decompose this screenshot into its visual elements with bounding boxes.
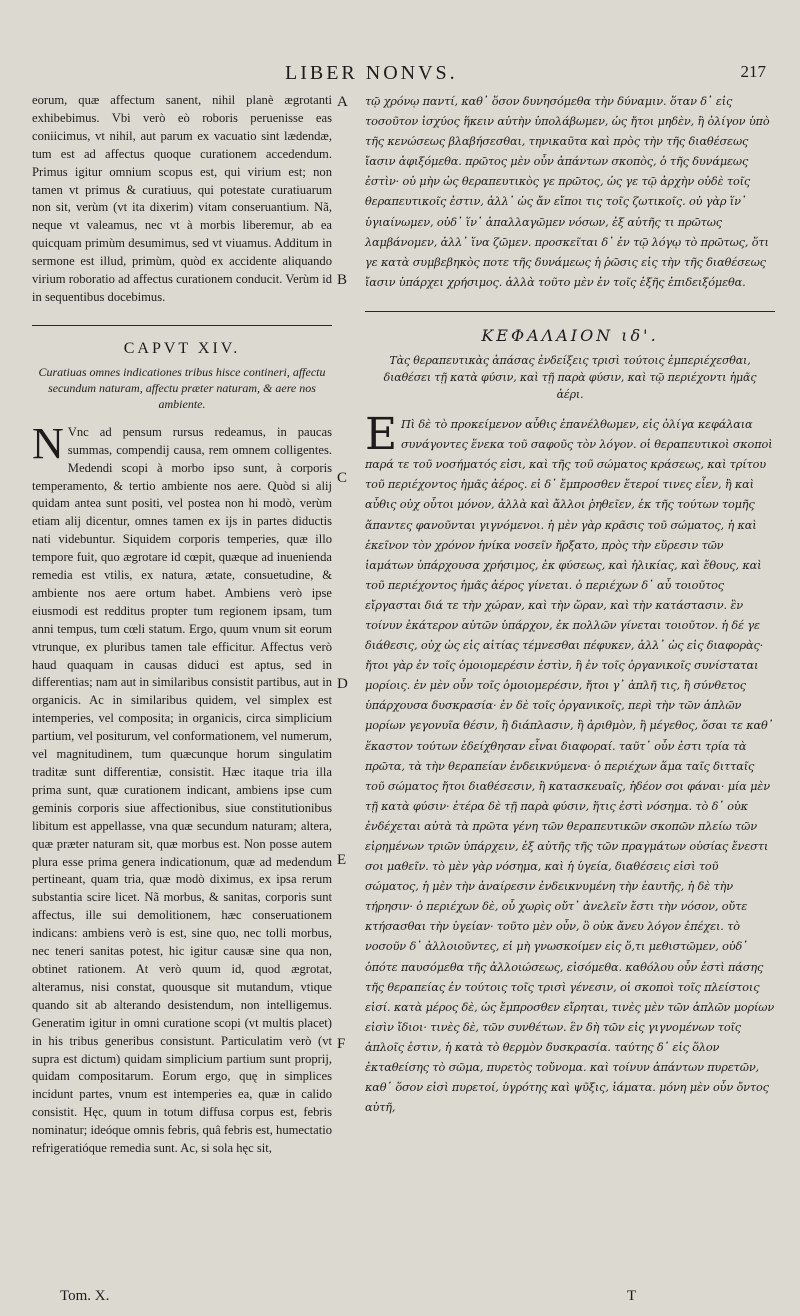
dropcap-greek: Ε: [365, 409, 397, 461]
dropcap-latin: N: [32, 418, 64, 468]
margin-letter-f: F: [337, 1036, 346, 1052]
chapter-heading-latin: CAPVT XIV.: [123, 339, 241, 357]
latin-column: [32, 92, 332, 1158]
chapter-divider: [32, 325, 332, 326]
latin-paragraph-2-text: Vnc ad pensum rursus redeamus, in paucas summas, compendij causa, rem omnem colligentes. Medendi scopi à morbo ipso sunt, à corporis temperamento, & tertio ambiente nos aere. Quòd si alij quidam antea sunt positi, vel postea non hi modò, verùm etiam alij dicentur, omnes tamen ex ijs in partes diductis nati videbuntur. Siquidem corporis temperies, quæ illo tempore fuit, quo ægrotare id cœpit, quæque ad inuenienda remedia est vtilis, ex natura, ætate, consuetudine, & ambiente nos aere ortum habet. Ambiens verò ipse eiusmodi est redditus propter tum regionem ipsam, tum anni tempus, tum cœli statum. Ergo, quum vnum sit eorum vtrunque, ex pluribus tamen tale efficitur. Affectus verò haud quaquam in causas diduci est aptus, sed in differentias; nam aut in similaribus consistit partibus, aut in organicis. Ac in similaribus quidem, vel simplex est intemperies, vel composita; in organicis, circa simplicium partium, vel positurum, vel conformationem, vel numerum, vel magnitudinem, tum quæcunque horum singulatim traditæ sunt differentiæ, consistit. Hæc itaque tria illa prima sunt, quæ curationem indicant, ambiens ipse cum geminis corporis siue affectionibus, siue constitutionibus libitum est appellasse, vna quæ secundum naturam; altera, quæ præter naturam sit, quæ morbus est. Non posse autem plura esse prima genera indicationum, quæ ad medendum pertineant, quam tria, quæ modò diximus, ex ipsa rerum substantia scire licet. Nã morbus, & sanitas, corporis sunt affectus, ille sui demolitionem, hæc conseruationem indicans: ambiens verò is est, sine quo, nec tolli morbus, nec teneri sanitas potest, hic igitur causæ sine qua non, obtinet rationem. At verò quum id, quod ægrotat, alteramus, nisi constat, quousque sit mutandum, vtique quando sit ab alterando desistendum, non intelligemus. Generatim igitur in omni curatione scopi (vt multis placet) in his tribus generibus consistunt. Particulatim verò (vt supra est dictum) quidam simplicium partium sunt proprij, quidam compositarum. Eorum ergo, quę in simplices incidunt partes, vnum est intemperies ea, quæ in calido consistit. Hęc, quum in totum diffusa corpus est, febris nominatur; ideóque omnis febris, quâ febris est, humectatio refrigeratióque remedia sunt. Ac, si sola hęc sit,: [32, 424, 332, 1156]
chapter-divider: [365, 311, 775, 312]
margin-letters: [333, 92, 357, 1292]
chapter-heading-greek: ΚΕΦΑΛΑΙΟΝ ιδ'.: [481, 325, 659, 345]
running-head: [0, 62, 800, 88]
chapter-summary-latin: Curatiuas omnes indicationes tribus hisce contineri, affectu secundum naturam, affectu præter naturam, & aere nos ambiente.: [38, 364, 326, 411]
chapter-summary-greek: Τὰς θεραπευτικὰς ἁπάσας ἐνδείξεις τρισὶ τούτοις ἐμπεριέχεσθαι, διαθέσει τῇ κατὰ φύσιν, καὶ τῇ παρὰ φύσιν, καὶ τῷ περιέχοντι ἡμᾶς ἀέρι.: [383, 354, 757, 402]
greek-paragraph-2-text: Πὶ δὲ τὸ προκείμενον αὖθις ἐπανέλθωμεν, εἰς ὀλίγα κεφάλαια συνάγοντες ἕνεκα τοῦ σαφοῦς τὸν λόγον. οἱ θεραπευτικοὶ σκοποὶ παρά τε τοῦ νοσήματός εἰσι, καὶ τῆς τοῦ σώματος κράσεως, καὶ τρίτου τοῦ περιέχοντος ἡμᾶς ἀέρος. εἰ δ᾽ ἔμπροσθεν ἕτεροί τινες εἶεν, ἢ καὶ αὖθις οὐχ οὗτοι μόνον, ἀλλὰ καὶ ἄλλοι ῥηθεῖεν, ἐκ τῆς τούτων τομῆς ἅπαντες φανοῦνται γιγνόμενοι. ἡ μὲν γὰρ κρᾶσις τοῦ σώματος, ἡ καὶ ἐκεῖνον τὸν χρόνον ἡνίκα νοσεῖν ἤρξατο, πρὸς τὴν εὕρεσιν τῶν ἰαμάτων ὑπάρχουσα χρήσιμος, ἐκ φύσεως, καὶ ἡλικίας, καὶ ἔθους, καὶ τοῦ περιέχοντος ἡμᾶς ἀέρος γίνεται. ὁ περιέχων δ᾽ αὖ τοιοῦτος εἴργασται διά τε τὴν χώραν, καὶ τὴν ὥραν, καὶ τὴν κατάστασιν. ἓν τοίνυν ἑκάτερον αὐτῶν ὑπάρχον, ἐκ πολλῶν γίνεται τοιοῦτον. ἡ δέ γε διάθεσις, οὐχ ὡς εἰς αἰτίας τέμνεσθαι πέφυκεν, ἀλλ᾽ ὡς εἰς διαφορὰς· ἤτοι γὰρ ἐν τοῖς ὁμοιομερέσιν ἐστὶν, ἢ ἐν τοῖς ὀργανικοῖς συνίσταται μορίοις. ἐν μὲν οὖν τοῖς ὁμοιομερέσιν, ἤτοι γ᾽ ἁπλῆ τις, ἢ σύνθετος ὑπάρχουσα δυσκρασία· ἐν δὲ τοῖς ὀργανικοῖς, περὶ τὴν τῶν ἁπλῶν μορίων γεγονυῖα θέσιν, ἢ διάπλασιν, ἢ ἀριθμὸν, ἢ μέγεθος, ὅσαι τε καθ᾽ ἕκαστον τούτων ἐδείχθησαν εἶναι διαφοραί. ταῦτ᾽ οὖν ἐστι τρία τὰ πρῶτα, τὰ τὴν θεραπείαν ἐνδεικνύμενα· ὁ περιέχων ἅμα ταῖς διτταῖς τοῦ σώματος ἤτοι διαθέσεσιν, ἢ κατασκευαῖς, ἡδέον σοι φάναι· μία μὲν τῇ κατὰ φύσιν· ἑτέρα δὲ τῇ παρὰ φύσιν, ἥτις ἐστὶ νόσημα. τὸ δ᾽ οὐκ ἐνδέχεται αὐτὰ τὰ πρῶτα γένη τῶν θεραπευτικῶν σκοπῶν πλείω τῶν εἰρημένων τριῶν ὑπάρχειν, ἐξ αὐτῆς τῆς τῶν πραγμάτων οὐσίας ἔνεστι σοι μαθεῖν. τὸ μὲν γὰρ νόσημα, καὶ ἡ ὑγεία, διαθέσεις εἰσὶ τοῦ σώματος, ἡ μὲν τὴν ἀναίρεσιν ἐνδεικνυμένη τὴν ἑαυτῆς, ἡ δὲ τὴν τήρησιν· ὁ περιέχων δὲ, οὗ χωρὶς οὔτ᾽ ἀνελεῖν ἔστι τὴν νόσον, οὔτε κτήσασθαι τὴν ὑγείαν· τοῦτο μὲν οὖν, ὃ οὐκ ἄνευ λόγον ἐπέχει. τὸ νοσοῦν δ᾽ ἀλλοιοῦντες, εἰ μὴ γνωσκοίμεν εἰς ὅ,τι μεθιστῶμεν, οὐδ᾽ ὁπότε παυσόμεθα τῆς ἀλλοιώσεως, εἰσόμεθα. καθόλου οὖν ἐστὶ πάσης τῆς θεραπείας ἐν τούτοις τοῖς τρισὶ γένεσιν, οἱ σκοποὶ τοῖς πλείστοις εἰσί. κατὰ μέρος δὲ, ὡς ἔμπροσθεν εἴρηται, τινὲς μὲν τῶν ἁπλῶν μορίων εἰσὶν ἴδιοι· τινὲς δὲ, τῶν συνθέτων. ἓν δὴ τῶν εἰς γιγνομένων τοῖς ἁπλοῖς ἐστιν, ἡ κατὰ τὸ θερμὸν δυσκρασία. ταύτης δ᾽ εἰς ὅλον ἐκταθείσης τὸ σῶμα, πυρετὸς τοὔνομα. καὶ τοίνυν ἁπάντων πυρετῶν, καθ᾽ ὅσον εἰσὶ πυρετοί, ὑγρότης καὶ ψῦξις, ἰάματα. μόνη μὲν οὖν ὄντος αὐτῆ,: [365, 418, 775, 1115]
margin-letter-c: C: [337, 470, 348, 486]
margin-letter-e: E: [337, 852, 347, 868]
margin-letter-a: A: [337, 94, 348, 110]
volume-label: Tom. X.: [60, 1288, 110, 1304]
book-title: LIBER NONVS.: [285, 62, 458, 84]
margin-letter-d: D: [337, 676, 348, 692]
margin-letter-b: B: [337, 272, 348, 288]
greek-paragraph-1: τῷ χρόνῳ παντί, καθ᾽ ὅσον δυνησόμεθα τὴν δύναμιν. ὅταν δ᾽ εἰς τοσοῦτον ἰσχύος ἥκειν αὐτὴν ὑπολάβωμεν, ὡς ἤτοι μηδὲν, ἢ ὀλίγον ὑπὸ τῆς κενώσεως βλαβήσεσθαι, τηνικαῦτα καὶ πρὸς τὴν τῆς διαθέσεως ἴασιν ἀφιξόμεθα. πρῶτος μὲν οὖν ἁπάντων σκοπὸς, ὁ τῆς δυνάμεως ἐστὶν· οὐ μὴν ὡς θεραπευτικὸς γε πρῶτος, ὡς γε τῷ ἀρχὴν οὐδὲ τοῖς θεραπευτικοῖς ἐστιν, ἀλλ᾽ ὡς ἄν εἴποι τις τοῖς ζωτικοῖς. οὐ γὰρ ἵν᾽ ὑγιαίνωμεν, οὐδ᾽ ἵν᾽ ἀπαλλαγῶμεν νόσων, ἐξ αὐτῆς τι πρῶτως λαμβάνομεν, ἀλλ᾽ ἵνα ζῶμεν. προσκεῖται δ᾽ ἐν τῷ λόγῳ τὸ πρῶτως, ὅτι γε κατὰ συμβεβηκὸς ποτε τῆς δυνάμεως ἡ ῥῶσις εἰς τὴν τῆς διαθέσεως ἴασιν ὑπάρχει χρήσιμος. ἀλλὰ τοῦτο μὲν ἐν τοῖς ἑξῆς ἐπιδειξόμεθα.: [365, 95, 770, 289]
page-footer: [32, 1288, 800, 1310]
latin-paragraph-2: [32, 418, 332, 1158]
greek-column: [365, 92, 775, 1118]
signature-mark: T: [627, 1288, 637, 1304]
page-number: 217: [740, 62, 766, 81]
latin-paragraph-1: eorum, quæ affectum sanent, nihil planè ægrotanti exhibebimus. Vbi verò eò roboris peruenisse eas coniicimus, vt nihil, aut parum ex vacuatio sint lædendæ, tum est ad affectus quoque curationem accedendum. Primus igitur omnium scopus est, qui virium est; non tamen vt primus & curatiuus, qui potestate curatiuarum non sit, verùm (vt ita dixerim) vitam conseruantium. Nã, neque vt valeamus, nec vt à morbis liberemur, ab ea quicquam primùm desumimus, sed vt viuamus. Additum in sermone est illud, primùm, quòd ex accidente aliquando virium roboratio ad affectus curationem conducit. Verùm id in sequentibus docebimus.: [32, 93, 332, 304]
greek-paragraph-2: [365, 409, 775, 1118]
